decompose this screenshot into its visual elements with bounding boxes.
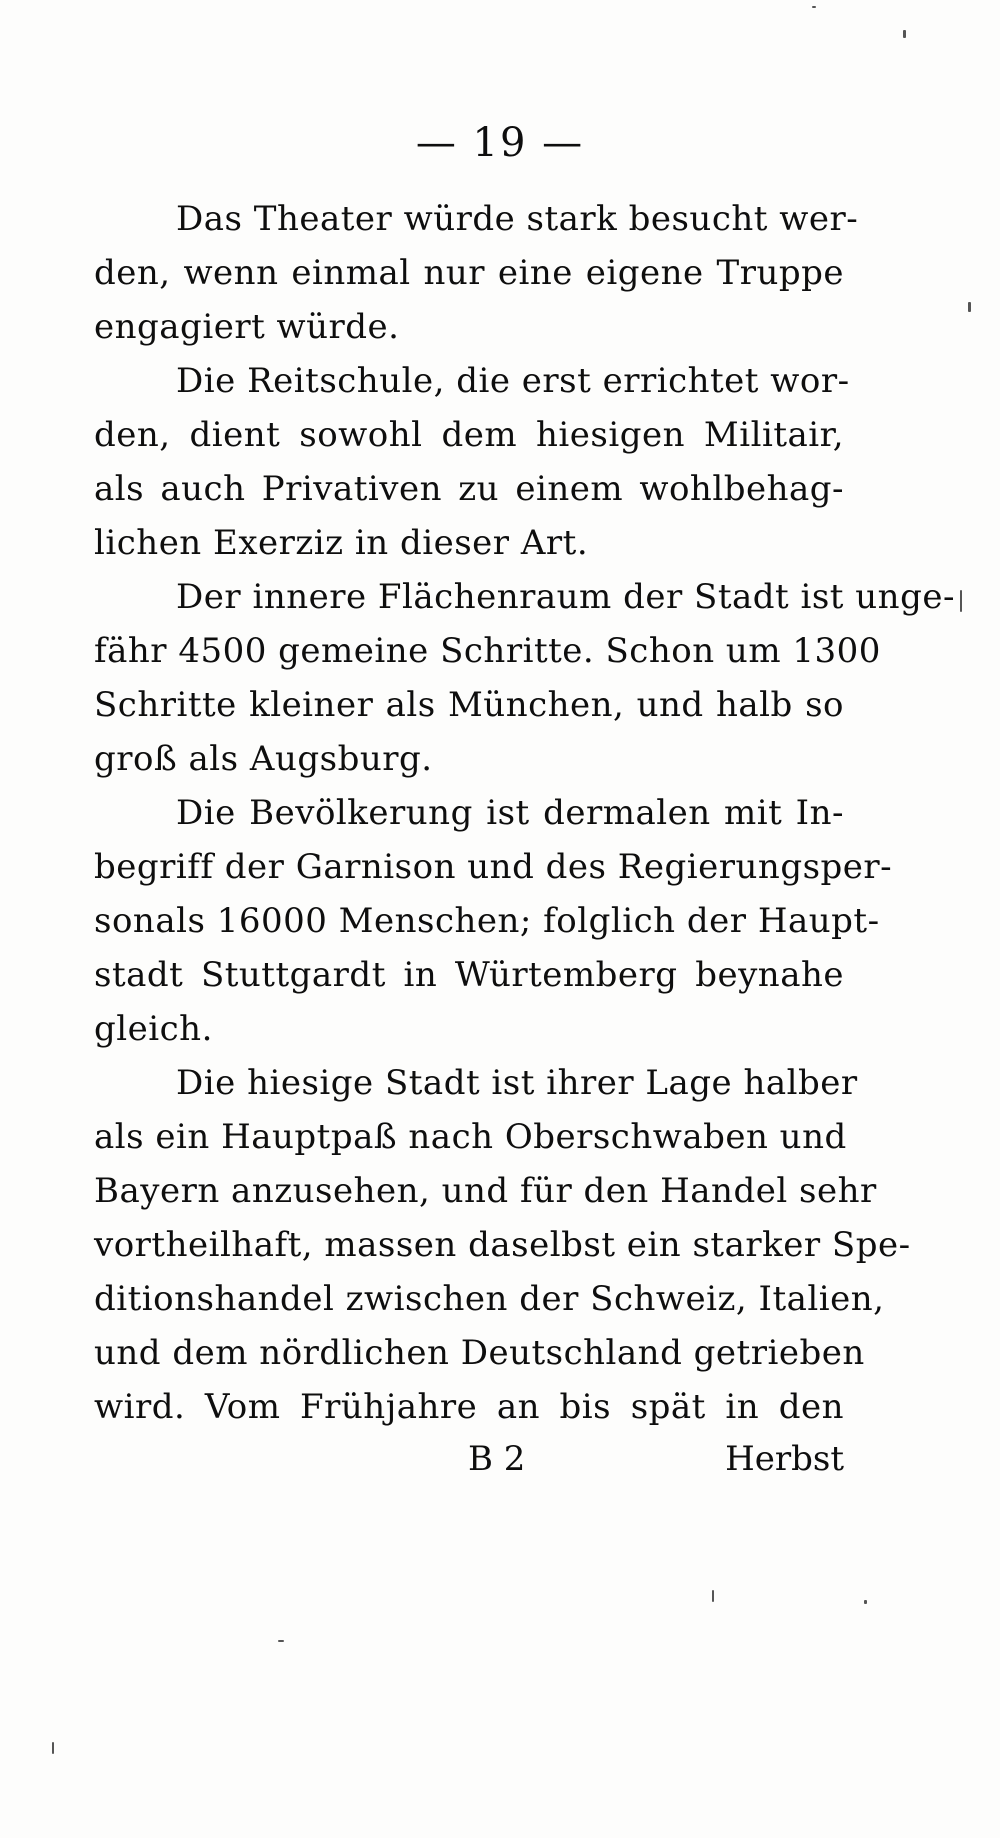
page-header: — 19 — bbox=[415, 120, 585, 166]
text-line: als ein Hauptpaß nach Oberschwaben und bbox=[94, 1117, 847, 1157]
page-speck bbox=[968, 302, 971, 312]
text-line: fähr 4500 gemeine Schritte. Schon um 1300 bbox=[94, 631, 881, 671]
text-line: Bayern anzusehen, und für den Handel sehr bbox=[94, 1171, 877, 1211]
signature-mark: B 2 bbox=[468, 1439, 526, 1479]
text-line: engagiert würde. bbox=[94, 307, 400, 347]
text-line: Die Bevölkerung ist dermalen mit In- bbox=[176, 793, 844, 833]
page-speck bbox=[712, 1590, 714, 1602]
text-line: den, dient sowohl dem hiesigen Militair, bbox=[94, 415, 844, 455]
text-line: wird. Vom Frühjahre an bis spät in den bbox=[94, 1387, 844, 1427]
text-line: Die Reitschule, die erst errichtet wor- bbox=[176, 361, 850, 401]
body-text bbox=[94, 192, 955, 1434]
text-line: den, wenn einmal nur eine eigene Truppe bbox=[94, 253, 844, 293]
page-speck bbox=[864, 1600, 867, 1604]
text-line: sonals 16000 Menschen; folglich der Haupt- bbox=[94, 901, 880, 941]
text-line: Die hiesige Stadt ist ihrer Lage halber bbox=[176, 1063, 858, 1103]
text-line: Schritte kleiner als München, und halb so bbox=[94, 685, 844, 725]
text-line: und dem nördlichen Deutschland getrieben bbox=[94, 1333, 865, 1373]
text-line: gleich. bbox=[94, 1009, 213, 1049]
page-speck bbox=[812, 6, 816, 8]
text-line: begriff der Garnison und des Regierungsper- bbox=[94, 847, 893, 887]
text-line: groß als Augsburg. bbox=[94, 739, 433, 779]
text-line: vortheilhaft, massen daselbst ein starker Spe- bbox=[94, 1225, 911, 1265]
text-line: als auch Privativen zu einem wohlbehag- bbox=[94, 469, 844, 509]
text-line: Das Theater würde stark besucht wer- bbox=[176, 199, 859, 239]
page-footer bbox=[94, 1432, 844, 1486]
catchword: Herbst bbox=[725, 1439, 844, 1479]
page-speck bbox=[52, 1742, 54, 1754]
text-line: ditionshandel zwischen der Schweiz, Italien, bbox=[94, 1279, 885, 1319]
text-line: lichen Exerziz in dieser Art. bbox=[94, 523, 589, 563]
page-speck bbox=[903, 30, 906, 38]
text-line: stadt Stuttgardt in Würtemberg beynahe bbox=[94, 955, 844, 995]
text-line: Der innere Flächenraum der Stadt ist unge- bbox=[176, 577, 955, 617]
page-speck bbox=[960, 590, 962, 612]
page-speck bbox=[278, 1640, 284, 1642]
